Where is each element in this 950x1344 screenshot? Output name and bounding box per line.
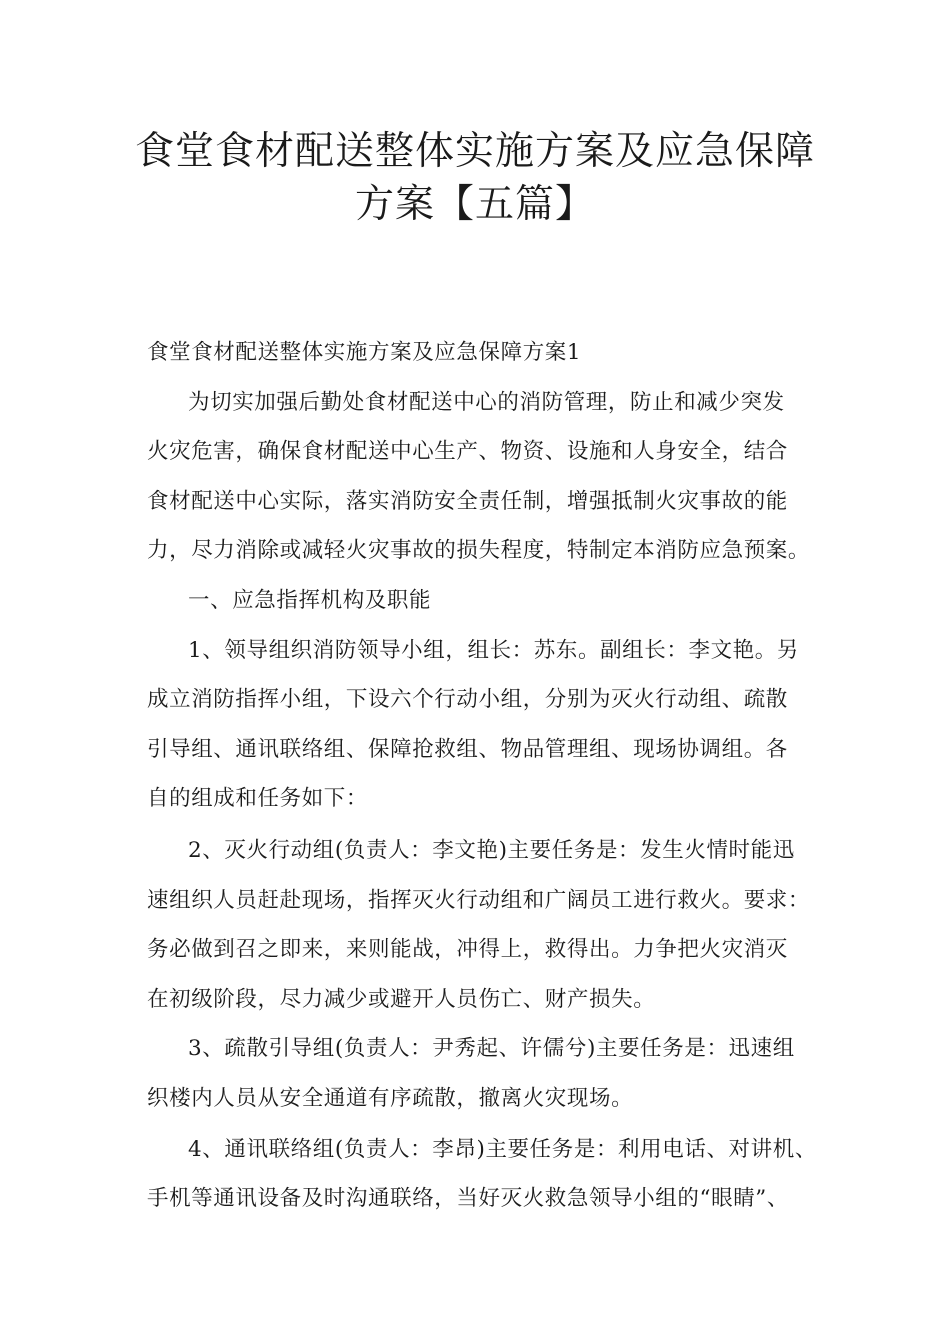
section-heading: 食堂食材配送整体实施方案及应急保障方案1 <box>147 340 582 365</box>
paragraph-line: 2、灭火行动组(负责人：李文艳)主要任务是：发生火情时能迅 <box>188 838 795 863</box>
paragraph-line: 3、疏散引导组(负责人：尹秀起、许儒兮)主要任务是：迅速组 <box>188 1036 795 1061</box>
paragraph-line: 手机等通讯设备及时沟通联络，当好灭火救急领导小组的“眼睛”、 <box>147 1186 789 1211</box>
paragraph-line: 4、通讯联络组(负责人：李昂)主要任务是：利用电话、对讲机、 <box>188 1137 817 1162</box>
paragraph-line: 1、领导组织消防领导小组，组长：苏东。副组长：李文艳。另 <box>188 638 799 663</box>
paragraph-line: 为切实加强后勤处食材配送中心的消防管理，防止和减少突发 <box>188 390 785 415</box>
paragraph-line: 火灾危害，确保食材配送中心生产、物资、设施和人身安全，结合 <box>147 439 788 464</box>
paragraph-line: 自的组成和任务如下： <box>147 786 369 811</box>
paragraph-line: 速组织人员赶赴现场，指挥灭火行动组和广阔员工进行救火。要求： <box>147 888 811 913</box>
paragraph-line: 食材配送中心实际，落实消防安全责任制，增强抵制火灾事故的能 <box>147 489 788 514</box>
paragraph-line: 在初级阶段，尽力减少或避开人员伤亡、财产损失。 <box>147 987 656 1012</box>
paragraph-line: 引导组、通讯联络组、保障抢救组、物品管理组、现场协调组。各 <box>147 737 788 762</box>
paragraph-line: 成立消防指挥小组，下设六个行动小组，分别为灭火行动组、疏散 <box>147 687 788 712</box>
subsection-heading: 一、应急指挥机构及职能 <box>188 588 432 613</box>
paragraph-line: 务必做到召之即来，来则能战，冲得上，救得出。力争把火灾消灭 <box>147 937 788 962</box>
document-title-line-2: 方案【五篇】 <box>354 182 595 227</box>
paragraph-line: 织楼内人员从安全通道有序疏散，撤离火灾现场。 <box>147 1086 634 1111</box>
document-title-line-1: 食堂食材配送整体实施方案及应急保障 <box>134 129 815 174</box>
paragraph-line: 力，尽力消除或减轻火灾事故的损失程度，特制定本消防应急预案。 <box>147 538 811 563</box>
